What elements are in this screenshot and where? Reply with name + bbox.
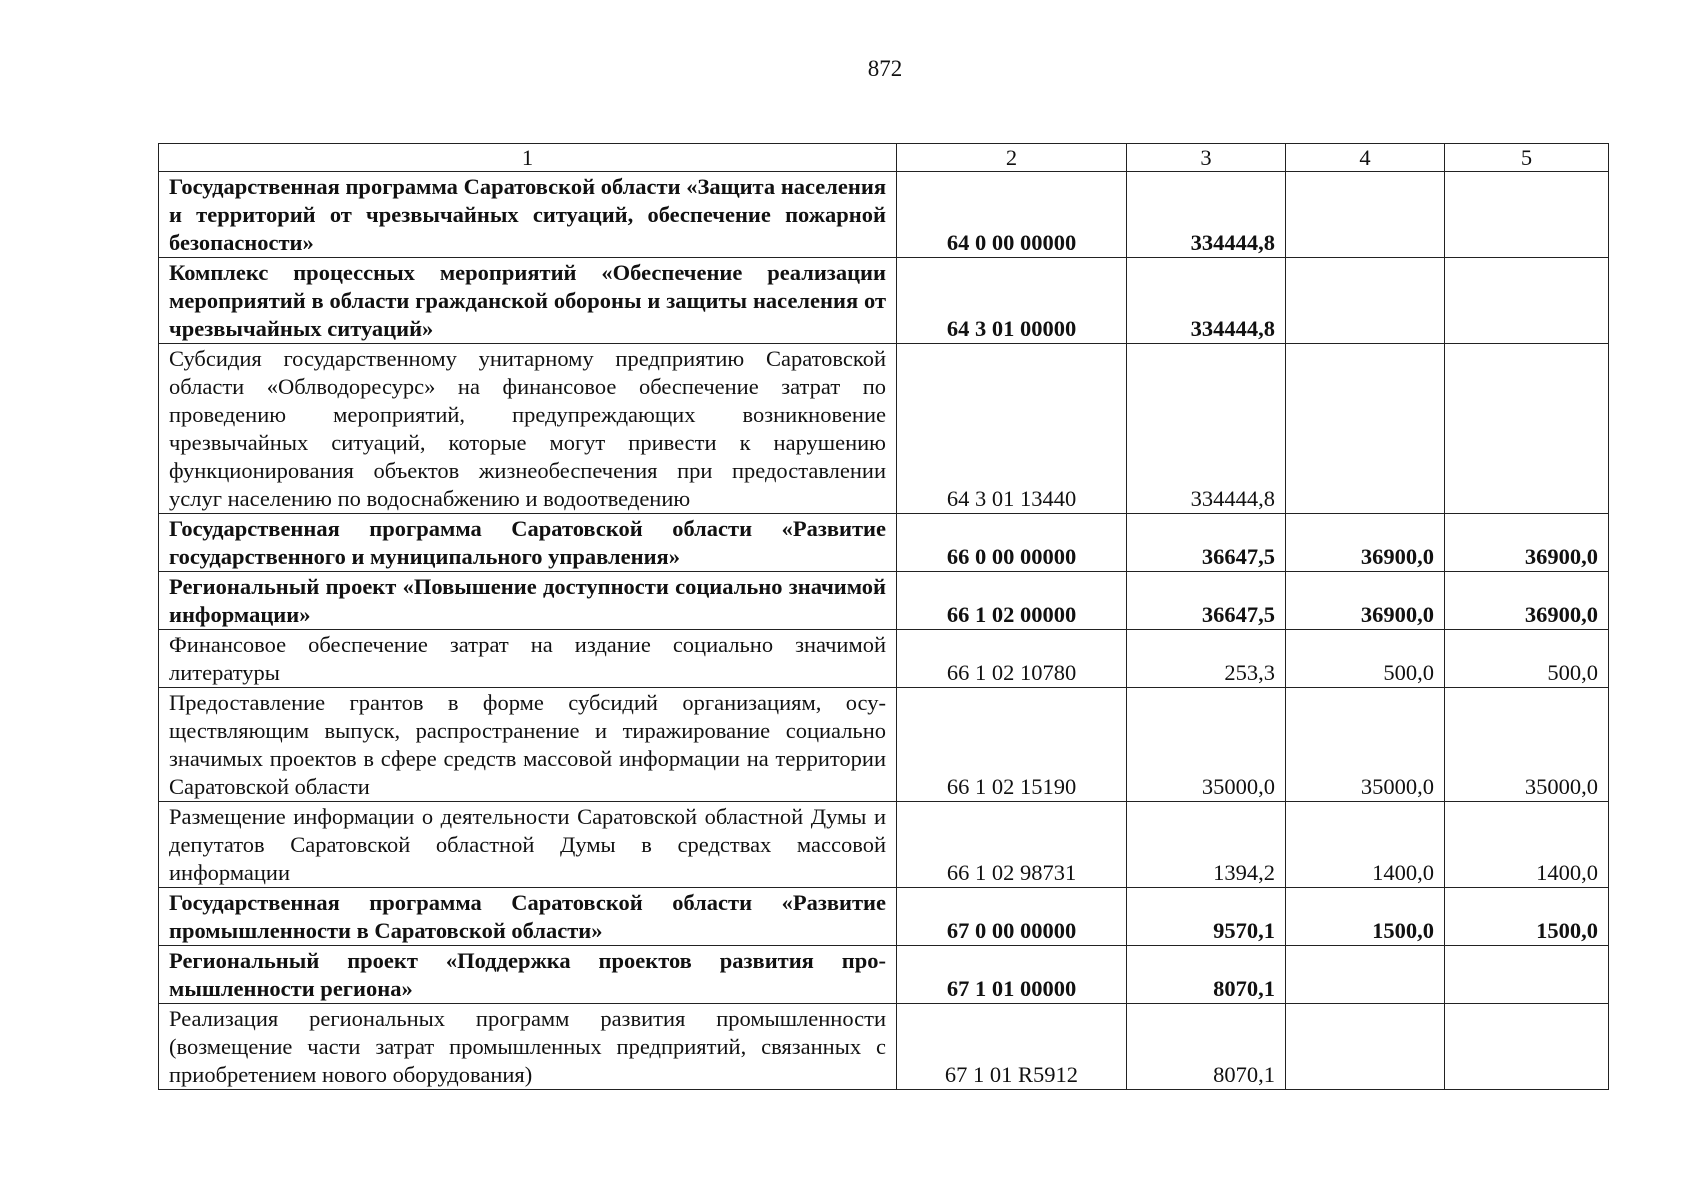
row-col3: 1394,2 bbox=[1127, 802, 1286, 888]
row-col3: 8070,1 bbox=[1127, 1004, 1286, 1090]
row-col5: 1500,0 bbox=[1445, 888, 1609, 946]
row-col4: 1400,0 bbox=[1286, 802, 1445, 888]
table-row bbox=[159, 258, 1609, 344]
budget-table bbox=[158, 143, 1609, 1090]
row-code: 67 1 01 00000 bbox=[897, 946, 1127, 1004]
row-name: Региональный проект «Поддержка проектов развития промышленности региона» bbox=[159, 946, 897, 1004]
row-col4 bbox=[1286, 1004, 1445, 1090]
row-col3: 334444,8 bbox=[1127, 172, 1286, 258]
row-col5 bbox=[1445, 344, 1609, 514]
table-row bbox=[159, 514, 1609, 572]
row-col3: 9570,1 bbox=[1127, 888, 1286, 946]
row-name: Государственная программа Саратовской области «Развитие промышленности в Саратовской области» bbox=[159, 888, 897, 946]
table-row bbox=[159, 946, 1609, 1004]
row-col5 bbox=[1445, 946, 1609, 1004]
row-code: 66 1 02 10780 bbox=[897, 630, 1127, 688]
row-col3: 8070,1 bbox=[1127, 946, 1286, 1004]
row-col3: 35000,0 bbox=[1127, 688, 1286, 802]
row-name: Региональный проект «Повышение доступности социально значимой информации» bbox=[159, 572, 897, 630]
row-col4: 36900,0 bbox=[1286, 572, 1445, 630]
row-col4: 1500,0 bbox=[1286, 888, 1445, 946]
page-number: 872 bbox=[867, 56, 903, 81]
column-number-2: 2 bbox=[897, 144, 1127, 172]
row-col5: 1400,0 bbox=[1445, 802, 1609, 888]
column-number-row bbox=[159, 144, 1609, 172]
row-col4 bbox=[1286, 172, 1445, 258]
row-col4: 500,0 bbox=[1286, 630, 1445, 688]
row-code: 66 1 02 15190 bbox=[897, 688, 1127, 802]
row-col5 bbox=[1445, 172, 1609, 258]
row-col5 bbox=[1445, 1004, 1609, 1090]
row-code: 64 3 01 00000 bbox=[897, 258, 1127, 344]
row-col3: 334444,8 bbox=[1127, 258, 1286, 344]
table-row bbox=[159, 630, 1609, 688]
row-col3: 253,3 bbox=[1127, 630, 1286, 688]
row-code: 66 1 02 00000 bbox=[897, 572, 1127, 630]
row-col4: 36900,0 bbox=[1286, 514, 1445, 572]
row-code: 67 0 00 00000 bbox=[897, 888, 1127, 946]
row-col5 bbox=[1445, 258, 1609, 344]
row-col5: 36900,0 bbox=[1445, 514, 1609, 572]
row-code: 67 1 01 R5912 bbox=[897, 1004, 1127, 1090]
row-name: Государственная программа Саратовской области «Защита населения и территорий от чрезвычайных ситуаций, обеспечение пожарной безопасности» bbox=[159, 172, 897, 258]
row-name: Государственная программа Саратовской области «Развитие государственного и муниципального управления» bbox=[159, 514, 897, 572]
table-row bbox=[159, 1004, 1609, 1090]
row-col3: 36647,5 bbox=[1127, 572, 1286, 630]
column-number-1: 1 bbox=[159, 144, 897, 172]
table-row bbox=[159, 688, 1609, 802]
row-col4: 35000,0 bbox=[1286, 688, 1445, 802]
row-name: Финансовое обеспечение затрат на издание социально значимой литературы bbox=[159, 630, 897, 688]
column-number-3: 3 bbox=[1127, 144, 1286, 172]
table-row bbox=[159, 802, 1609, 888]
row-name: Предоставление грантов в форме субсидий организациям, осуществляющим выпуск, распространение и тиражирование социально значимых проектов в сфере средств массовой информации на территории Саратовской области bbox=[159, 688, 897, 802]
row-col4 bbox=[1286, 946, 1445, 1004]
row-col3: 36647,5 bbox=[1127, 514, 1286, 572]
row-col3: 334444,8 bbox=[1127, 344, 1286, 514]
row-code: 64 3 01 13440 bbox=[897, 344, 1127, 514]
row-code: 64 0 00 00000 bbox=[897, 172, 1127, 258]
row-code: 66 1 02 98731 bbox=[897, 802, 1127, 888]
row-col4 bbox=[1286, 344, 1445, 514]
row-col4 bbox=[1286, 258, 1445, 344]
table-row bbox=[159, 172, 1609, 258]
table-row bbox=[159, 572, 1609, 630]
table-row bbox=[159, 344, 1609, 514]
row-name: Размещение информации о деятельности Саратовской областной Думы и депутатов Саратовской областной Думы в средствах массовой информации bbox=[159, 802, 897, 888]
row-col5: 36900,0 bbox=[1445, 572, 1609, 630]
table-row bbox=[159, 888, 1609, 946]
column-number-4: 4 bbox=[1286, 144, 1445, 172]
row-col5: 35000,0 bbox=[1445, 688, 1609, 802]
row-col5: 500,0 bbox=[1445, 630, 1609, 688]
row-name: Реализация региональных программ развития промышленности (возмещение части затрат промышленных предприятий, связанных с приобретением нового оборудования) bbox=[159, 1004, 897, 1090]
column-number-5: 5 bbox=[1445, 144, 1609, 172]
row-name: Субсидия государственному унитарному предприятию Саратовской области «Облводоресурс» на финансовое обеспечение затрат по проведению мероприятий, предупреждающих возникновение чрезвычайных ситуаций, которые могут привести к нарушению функционирования объектов жизнеобеспечения при предоставлении услуг населению по водоснабжению и водоотведению bbox=[159, 344, 897, 514]
row-code: 66 0 00 00000 bbox=[897, 514, 1127, 572]
row-name: Комплекс процессных мероприятий «Обеспечение реализации мероприятий в области гражданской обороны и защиты населения от чрезвычайных ситуаций» bbox=[159, 258, 897, 344]
